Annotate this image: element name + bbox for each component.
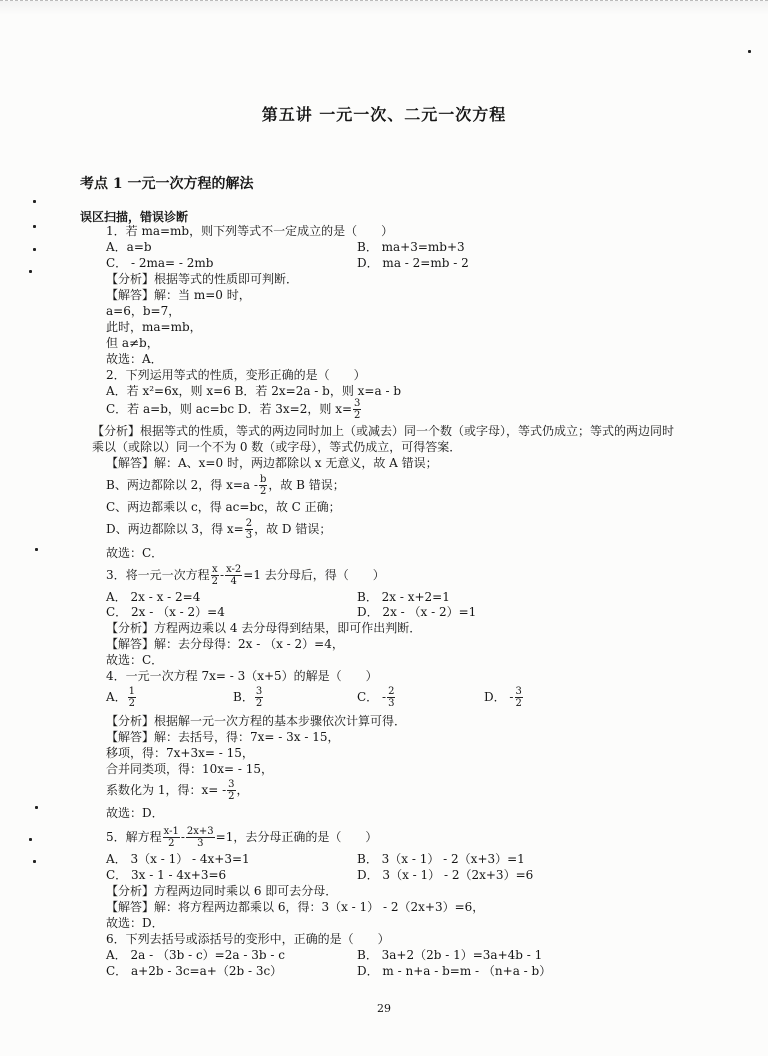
denominator: 2: [128, 698, 136, 709]
q2-options-cd-text: C．若 a=b，则 ac=bc D．若 3x=2，则 x=: [106, 402, 353, 416]
q4-option-d: [484, 686, 524, 709]
numerator: 1: [128, 686, 136, 697]
numerator: 3: [228, 779, 235, 790]
q2-solution-line: [106, 518, 331, 541]
q2-solution-line: 【解答】解：A、x=0 时，两边都除以 x 无意义，故 A 错误；: [106, 456, 438, 470]
q2-answer: 故选：C．: [106, 546, 164, 560]
numerator: 2: [245, 518, 253, 529]
q1-option-b: B． ma+3=mb+3: [357, 240, 465, 254]
scan-mark: [33, 860, 36, 863]
scan-mark: [33, 225, 36, 228]
page-number: 29: [377, 1002, 391, 1015]
q1-analysis: 【分析】根据等式的性质即可判断．: [106, 272, 299, 286]
scan-mark: [29, 838, 32, 841]
fraction: [128, 686, 136, 709]
scan-mark: [29, 270, 32, 273]
q5-stem: [106, 826, 377, 849]
text: B．: [233, 690, 254, 704]
numerator: x-2: [226, 564, 242, 575]
text: B、两边都除以 2，得 x=a -: [106, 478, 258, 492]
q4-solution-line: [106, 779, 249, 802]
q3-option-b: B． 2x - x+2=1: [357, 590, 450, 604]
q6-option-a: A． 2a - （3b - c）=2a - 3b - c: [106, 948, 285, 962]
q6-option-b: B． 3a+2（2b - 1）=3a+4b - 1: [357, 948, 543, 962]
fraction: [225, 564, 242, 587]
fraction: [259, 474, 267, 497]
denominator: 3: [388, 698, 395, 709]
q5-answer: 故选：D．: [106, 916, 164, 930]
q3-analysis: 【分析】方程两边乘以 4 去分母得到结果，即可作出判断．: [106, 621, 422, 635]
q3-option-a: A． 2x - x - 2=4: [106, 590, 201, 604]
q2-solution-line: C、两边都乘以 c，得 ac=bc，故 C 正确；: [106, 500, 341, 514]
q4-option-c: [357, 686, 396, 709]
q2-analysis-line: 【分析】根据等式的性质，等式的两边同时加上（或减去）同一个数（或字母），等式仍成立；等式的两边同时: [92, 424, 675, 438]
q2-options-cd: [106, 398, 362, 421]
q3-answer: 故选：C．: [106, 653, 164, 667]
fraction: [245, 518, 253, 541]
q4-solution-line: 合并同类项，得：10x= - 15，: [106, 762, 274, 776]
scan-mark: [33, 248, 36, 251]
q4-answer: 故选：D．: [106, 806, 164, 820]
numerator: 2: [388, 686, 395, 697]
numerator: x-1: [163, 826, 179, 837]
q5-option-b: B． 3（x - 1） - 2（x+3）=1: [357, 852, 525, 866]
denominator: 3: [245, 530, 253, 541]
numerator: 3: [515, 686, 522, 697]
q6-option-c: C． a+2b - 3c=a+（2b - 3c）: [106, 964, 283, 978]
q5-option-d: D． 3（x - 1） - 2（2x+3）=6: [357, 868, 534, 882]
text: -: [180, 830, 185, 844]
q4-analysis: 【分析】根据解一元一次方程的基本步骤依次计算可得．: [106, 714, 407, 728]
fraction: [353, 398, 361, 421]
scan-edge: [0, 0, 768, 15]
q2-options-ab: A．若 x²=6x，则 x=6 B．若 2x=2a - b，则 x=a - b: [106, 384, 402, 398]
numerator: x: [212, 564, 218, 575]
text: 3．将一元一次方程: [106, 568, 210, 582]
q3-stem: [106, 564, 385, 587]
section-title: 考点 1 一元一次方程的解法: [80, 176, 254, 192]
q4-option-a: [106, 686, 137, 709]
q1-solution-line: a=6，b=7，: [106, 304, 181, 318]
q4-solution-line: 【解答】解：去括号，得：7x= - 3x - 15，: [106, 730, 340, 744]
numerator: 2x+3: [186, 826, 214, 837]
scan-mark: [35, 548, 38, 551]
page-title: 第五讲 一元一次、二元一次方程: [261, 105, 507, 124]
q2-stem: 2．下列运用等式的性质，变形正确的是（ ）: [106, 368, 366, 382]
q3-option-d: D． 2x - （x - 2）=1: [357, 605, 477, 619]
q1-solution-line: 【解答】解：当 m=0 时，: [106, 288, 251, 302]
subsection-title: 误区扫描，错误诊断: [80, 210, 189, 224]
scan-mark: [33, 200, 36, 203]
scan-mark: [748, 50, 751, 53]
fraction: [255, 686, 263, 709]
numerator: b: [259, 474, 267, 485]
q1-solution-line: 此时，ma=mb，: [106, 320, 202, 334]
text: =1 去分母后，得（ ）: [243, 568, 385, 582]
text: C． -: [357, 690, 387, 704]
denominator: 3: [197, 838, 204, 849]
text: D、两边都除以 3，得 x=: [106, 522, 244, 536]
q6-option-d: D． m - n+a - b=m - （n+a - b）: [357, 964, 552, 978]
q2-analysis-line: 乘以（或除以）同一个不为 0 数（或字母），等式仍成立，可得答案．: [92, 440, 462, 454]
denominator: 2: [259, 486, 267, 497]
q1-option-a: A．a=b: [106, 240, 152, 254]
q1-option-d: D． ma - 2=mb - 2: [357, 256, 469, 270]
denominator: 2: [255, 698, 263, 709]
q3-solution-line: 【解答】解：去分母得：2x - （x - 2）=4，: [106, 637, 344, 651]
fraction: [163, 826, 180, 849]
q3-option-c: C． 2x - （x - 2）=4: [106, 605, 225, 619]
text: ，: [236, 783, 249, 797]
q1-option-c: C． - 2ma= - 2mb: [106, 256, 214, 270]
fraction: [387, 686, 395, 709]
fraction: [211, 564, 219, 587]
numerator: 3: [255, 686, 263, 697]
q5-option-c: C． 3x - 1 - 4x+3=6: [106, 868, 227, 882]
denominator: 2: [354, 410, 361, 421]
q4-solution-line: 移项，得：7x+3x= - 15，: [106, 746, 254, 760]
text: =1，去分母正确的是（ ）: [215, 830, 378, 844]
q2-solution-line: [106, 474, 345, 497]
denominator: 2: [228, 791, 235, 802]
text: D． -: [484, 690, 514, 704]
q5-option-a: A． 3（x - 1） - 4x+3=1: [106, 852, 250, 866]
q1-solution-line: 但 a≠b，: [106, 336, 159, 350]
text: 系数化为 1，得：x= -: [106, 783, 227, 797]
fraction: [227, 779, 235, 802]
text: ，故 D 错误；: [254, 522, 332, 536]
text: A．: [106, 690, 127, 704]
numerator: 3: [354, 398, 361, 409]
denominator: 2: [211, 576, 219, 587]
q5-solution-line: 【解答】解：将方程两边都乘以 6，得：3（x - 1） - 2（2x+3）=6，: [106, 900, 485, 914]
denominator: 4: [230, 576, 237, 587]
q1-answer: 故选：A．: [106, 352, 163, 366]
scan-mark: [35, 806, 38, 809]
q6-stem: 6．下列去括号或添括号的变形中，正确的是（ ）: [106, 932, 390, 946]
fraction: [515, 686, 523, 709]
q5-analysis: 【分析】方程两边同时乘以 6 即可去分母．: [106, 884, 338, 898]
denominator: 2: [515, 698, 522, 709]
text: ，故 B 错误；: [268, 478, 345, 492]
q1-stem: 1．若 ma=mb，则下列等式不一定成立的是（ ）: [106, 224, 394, 238]
q4-stem: 4．一元一次方程 7x= - 3（x+5）的解是（ ）: [106, 669, 378, 683]
fraction: [186, 826, 215, 849]
text: 5．解方程: [106, 830, 162, 844]
text: -: [220, 568, 225, 582]
denominator: 2: [168, 838, 175, 849]
q4-option-b: [233, 686, 264, 709]
